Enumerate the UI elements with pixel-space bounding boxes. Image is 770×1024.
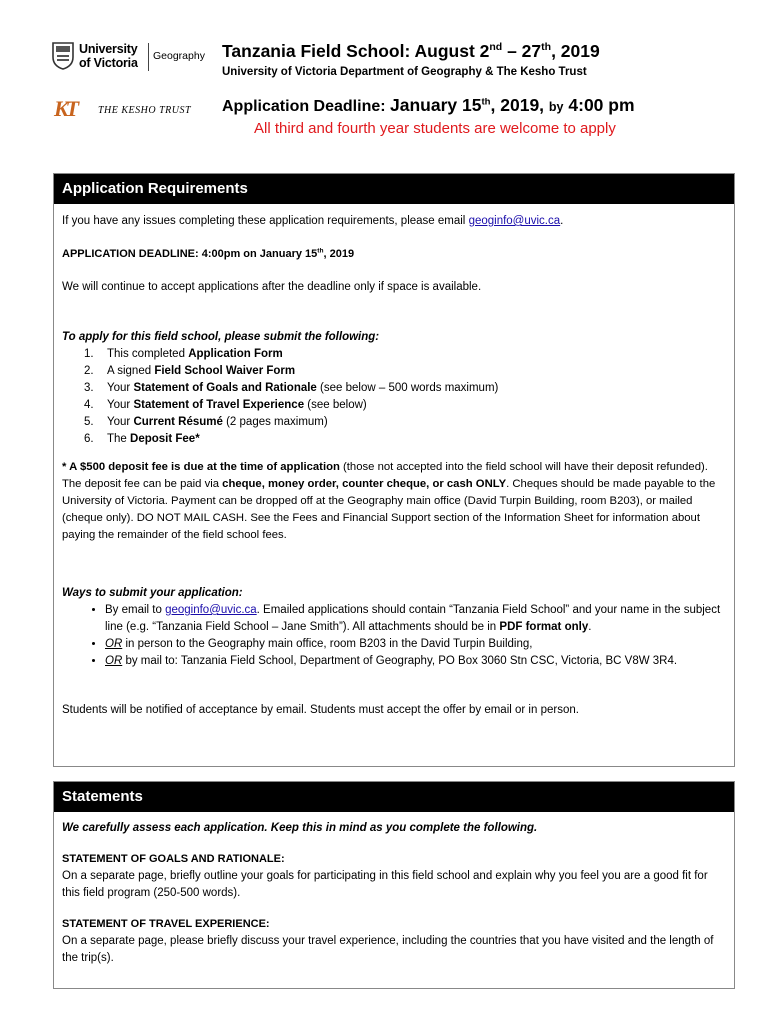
kesho-trust-name: THE KESHO TRUST xyxy=(98,105,192,116)
notification-note: Students will be notified of acceptance by email. Students must accept the offer by email or in person. xyxy=(62,704,579,716)
list-item: • OR in person to the Geography main office, room B203 in the David Turpin Building, xyxy=(105,636,726,653)
kesho-trust-logo xyxy=(54,96,204,124)
list-item: 5. Your Current Résumé (2 pages maximum) xyxy=(84,416,328,428)
kesho-trust-mark: KT xyxy=(54,96,77,121)
statements-section xyxy=(53,781,735,989)
uvic-logo xyxy=(52,40,205,74)
uvic-shield-icon xyxy=(52,42,74,70)
requirements-intro: If you have any issues completing these application requirements, please email geoginfo@uvic.ca. xyxy=(62,215,564,227)
requirements-list xyxy=(62,346,726,448)
page-title: Tanzania Field School: August 2nd – 27th, 2019 xyxy=(222,41,600,61)
submit-heading: To apply for this field school, please submit the following: xyxy=(62,331,380,343)
statements-intro: We carefully assess each application. Keep this in mind as you complete the following. xyxy=(62,822,538,834)
list-item: • OR by mail to: Tanzania Field School, Department of Geography, PO Box 3060 Stn CSC, Victoria, BC V8W 3R4. xyxy=(105,653,726,670)
application-deadline: Application Deadline: January 15th, 2019, by 4:00 pm xyxy=(222,95,635,115)
list-item: • By email to geoginfo@uvic.ca. Emailed applications should contain “Tanzania Field School” and your name in the subject line (e.g. “Tanzania Field School – Jane Smith”). All attachments should be in PDF format only. xyxy=(105,602,726,636)
list-item: 2. A signed Field School Waiver Form xyxy=(84,365,296,377)
page-subtitle: University of Victoria Department of Geography & The Kesho Trust xyxy=(222,66,587,78)
list-item: 4. Your Statement of Travel Experience (see below) xyxy=(84,399,367,411)
travel-heading: STATEMENT OF TRAVEL EXPERIENCE: xyxy=(62,918,270,930)
ways-list xyxy=(62,602,726,670)
list-item: 3. Your Statement of Goals and Rationale (see below – 500 words maximum) xyxy=(84,382,499,394)
list-item: 6. The Deposit Fee* xyxy=(84,433,200,445)
requirements-section xyxy=(53,173,735,767)
ways-heading: Ways to submit your application: xyxy=(62,587,243,599)
email-link[interactable]: geoginfo@uvic.ca xyxy=(165,604,257,616)
deadline-line: APPLICATION DEADLINE: 4:00pm on January 15th, 2019 xyxy=(62,247,355,260)
deposit-fee-note: * A $500 deposit fee is due at the time of application (those not accepted into the field school will have their deposit refunded). The deposit fee can be paid via cheque, money order, counter cheque, or cash ONLY. Cheques should be made payable to the University of Victoria. Payment can be dropped off at the Geography main office (David Turpin Building, room B203), or mailed (cheque only). DO NOT MAIL CASH. See the Fees and Financial Support section of the Information Sheet for information about paying the remainder of the field school fees. xyxy=(62,461,716,541)
welcome-note: All third and fourth year students are welcome to apply xyxy=(254,120,616,137)
list-item: 1. This completed Application Form xyxy=(84,348,283,360)
requirements-heading: Application Requirements xyxy=(54,174,734,204)
continue-note: We will continue to accept applications after the deadline only if space is available. xyxy=(62,281,482,293)
email-link[interactable]: geoginfo@uvic.ca xyxy=(468,215,561,227)
uvic-logo-text: University of Victoria xyxy=(79,42,138,70)
travel-text: On a separate page, please briefly discuss your travel experience, including the countries that you have visited and the length of the trip(s). xyxy=(62,935,714,964)
statements-heading: Statements xyxy=(54,782,734,812)
goals-heading: STATEMENT OF GOALS AND RATIONALE: xyxy=(62,853,285,865)
goals-text: On a separate page, briefly outline your goals for participating in this field school and explain why you feel you are a good fit for this field program (250-500 words). xyxy=(62,870,708,899)
uvic-logo-dept: Geography xyxy=(153,50,205,62)
